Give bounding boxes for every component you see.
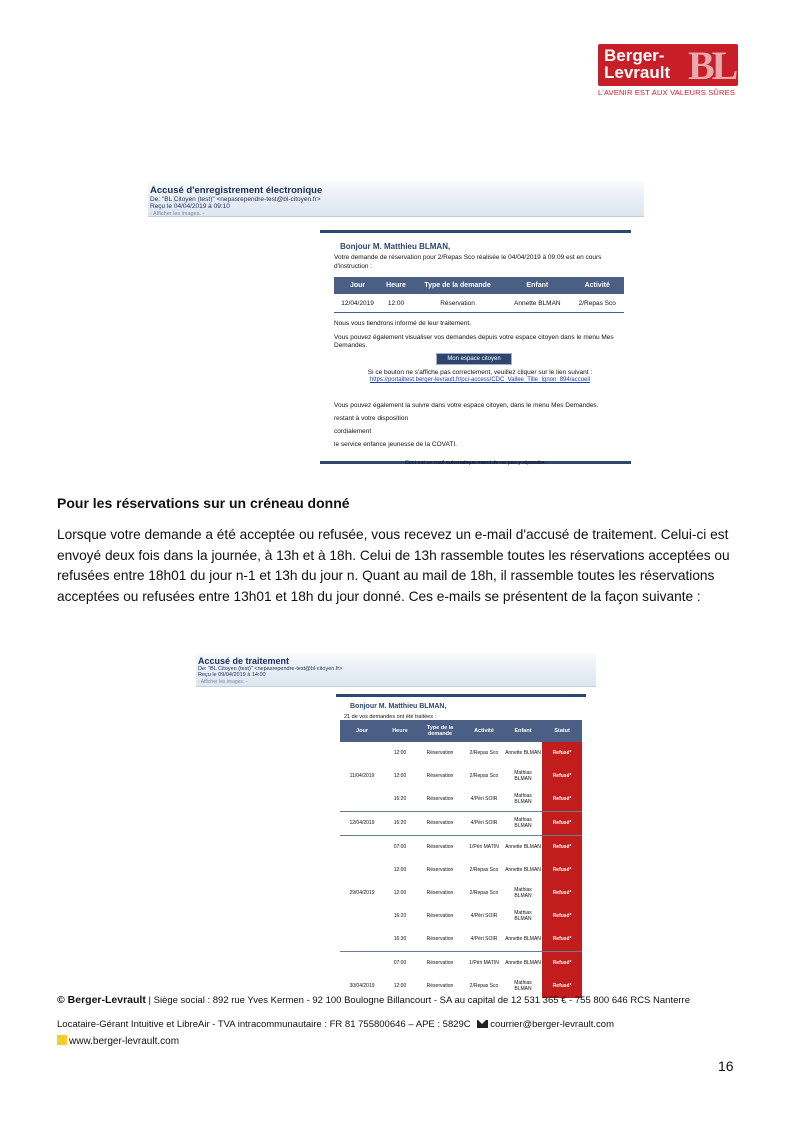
table-cell: 4/Péri SOIR (464, 812, 504, 836)
column-header: Enfant (504, 277, 570, 294)
automatic-mail-notice: Ceci est un mail automatique merci de ne pas y répondre. (405, 460, 546, 466)
intro-text: Votre demande de réservation pour 2/Repas Sco réalisée le 04/04/2019 à 09:09 est en cours d'instruction : (334, 254, 602, 270)
table-row (334, 294, 624, 313)
email-subject: Accusé de traitement (198, 656, 290, 666)
status-badge: Refusé* (542, 975, 582, 998)
info-text-1: Nous vous tiendrons informé de leur traitement. (334, 320, 471, 327)
processed-count: 21 de vos demandes ont été traitées : (344, 714, 437, 720)
table-cell (340, 836, 384, 860)
footer-address: | Siège social : 892 rue Yves Kermen - 92 100 Boulogne Billancourt - SA au capital de 12 531 365 € - 755 800 646 RCS Nanterre (145, 995, 690, 1006)
table-row (340, 952, 582, 976)
table-cell: 16:20 (384, 812, 416, 836)
table-row (340, 928, 582, 952)
table-cell: Mathias BLMAN (514, 980, 532, 992)
fallback-text: Si ce bouton ne s'affiche pas correctement, veuillez cliquer sur le lien suivant : (367, 369, 593, 376)
column-header: Enfant (504, 720, 542, 742)
table-cell: Mathias BLMAN (514, 887, 532, 899)
table-cell (340, 952, 384, 976)
table-row (340, 905, 582, 928)
table-cell: 12/04/2019 (340, 812, 384, 836)
status-badge: Refusé* (542, 742, 582, 765)
table-cell: Mathias BLMAN (504, 812, 542, 836)
table-cell: Réservation (426, 772, 454, 779)
footer-legal: Locataire-Gérant Intuitive et LibreAir - TVA intracommunautaire : FR 81 755800646 – APE : 5829C (57, 1019, 471, 1030)
table-cell: Annette BLMAN (504, 952, 542, 976)
table-cell: Réservation (426, 749, 454, 756)
table-cell: Réservation (426, 866, 454, 873)
logo-mark: BL (688, 43, 736, 88)
table-cell: Réservation (411, 294, 504, 313)
table-row (340, 765, 582, 788)
column-header: Jour (340, 720, 384, 742)
column-header: Activité (464, 720, 504, 742)
table-cell: Réservation (426, 935, 454, 942)
table-cell: 4/Péri SOIR (470, 795, 498, 802)
table-cell (340, 905, 384, 928)
table-cell (340, 788, 384, 812)
column-header: Statut (542, 720, 582, 742)
table-cell: 29/04/2019 (349, 889, 375, 896)
table-cell: 07:00 (384, 952, 416, 976)
table-cell: Réservation (426, 982, 454, 989)
table-cell: 07:00 (384, 836, 416, 860)
info-text-2: Vous pouvez également visualiser vos demandes depuis votre espace citoyen dans le menu Mes Demandes. (334, 334, 614, 349)
email-from: De: "BL Citoyen (test)" <nepasrependre-test@bl-citoyen.fr> (198, 666, 343, 672)
table-cell: 30/04/2019 (349, 982, 375, 989)
table-row (340, 788, 582, 812)
email-header (196, 654, 596, 687)
logo-tagline: L'AVENIR EST AUX VALEURS SÛRES (598, 88, 736, 97)
email-screenshot-registration (148, 182, 644, 468)
greeting: Bonjour M. Matthieu BLMAN, (340, 242, 451, 251)
table-cell: 1/Péri MATIN (464, 836, 504, 860)
signature: le service enfance jeunesse de la COVATI. (334, 441, 457, 448)
table-row (340, 859, 582, 882)
status-badge: Refusé* (542, 788, 582, 812)
table-cell: Mathias BLMAN (514, 910, 532, 922)
column-header: Type de la demande (411, 277, 504, 294)
table-cell: 2/Repas Sco (570, 294, 624, 313)
processed-table (340, 720, 582, 998)
table-cell: 4/Péri SOIR (470, 935, 498, 942)
table-cell: 12/04/2019 (334, 294, 381, 313)
table-cell: 1/Péri MATIN (464, 952, 504, 976)
table-cell: Réservation (416, 812, 464, 836)
email-from: De: "BL Citoyen (test)" <nepasrependre-test@bl-citoyen.fr> (150, 196, 321, 203)
table-cell (340, 859, 384, 882)
request-table (334, 277, 624, 313)
logo-name (604, 47, 670, 81)
email-received: Reçu le 04/04/2019 à 09:10 (150, 203, 230, 210)
email-received: Reçu le 09/04/2019 à 14:00 (198, 672, 266, 678)
table-cell: 2/Repas Sco (469, 866, 499, 873)
show-images-link[interactable]: - Afficher les images. - (198, 679, 248, 685)
footer-email[interactable]: courrier@berger-levrault.com (490, 1019, 614, 1030)
status-badge: Refusé* (542, 928, 582, 952)
table-cell: Annette BLMAN (504, 836, 542, 860)
table-cell: 2/Repas Sco (469, 982, 499, 989)
greeting: Bonjour M. Matthieu BLMAN, (350, 703, 447, 710)
table-row (340, 836, 582, 860)
footer-line-3 (57, 1035, 179, 1047)
email-screenshot-processing (196, 654, 596, 992)
table-cell: 12:00 (381, 294, 411, 313)
table-row (340, 742, 582, 765)
footer-line-1 (57, 994, 690, 1006)
table-cell: Mathias BLMAN (514, 793, 532, 805)
section-paragraph: Lorsque votre demande a été acceptée ou refusée, vous recevez un e-mail d'accusé de traitement. Celui-ci est envoyé deux fois dans la journée, à 13h et à 18h. Celui de 13h rassemble toutes les réservations acceptées ou refusées entre 18h01 du jour n-1 et 13h du jour n. Quant au mail de 18h, il rassemble toutes les réservations acceptées ou refusées entre 13h01 et 18h du jour donné. Ces e-mails se présentent de la façon suivante : (57, 527, 730, 604)
table-cell: 12:00 (393, 749, 407, 756)
status-badge: Refusé* (542, 765, 582, 788)
table-cell: 12:00 (393, 982, 407, 989)
footer-copyright: © Berger-Levrault (57, 994, 146, 1006)
table-cell: 12:00 (393, 772, 407, 779)
column-header: Type de la demande (416, 720, 464, 742)
table-cell: Réservation (426, 912, 454, 919)
status-badge: Refusé* (542, 859, 582, 882)
table-cell: 2/Repas Sco (469, 749, 499, 756)
footer-line-2 (57, 1019, 614, 1030)
status-badge: Refusé* (542, 882, 582, 905)
logo-line1: Berger- (604, 46, 665, 65)
table-cell: 2/Repas Sco (469, 889, 499, 896)
table-cell (340, 928, 384, 952)
email-body-card (336, 694, 586, 992)
table-cell: Annette BLMAN (505, 749, 541, 756)
table-cell: Réservation (426, 889, 454, 896)
table-cell: 16:20 (393, 795, 407, 802)
closing-text-2: cordialement (334, 428, 372, 435)
table-cell: Annette BLMAN (505, 935, 541, 942)
status-badge: Refusé* (542, 952, 582, 976)
table-cell: Mathias BLMAN (514, 770, 532, 782)
table-cell: 12:00 (393, 866, 407, 873)
status-badge: Refusé* (542, 836, 582, 860)
section-heading: Pour les réservations sur un créneau donné (57, 495, 350, 511)
table-cell: Réservation (426, 795, 454, 802)
closing-text-1: restant à votre disposition (334, 415, 409, 422)
berger-levrault-logo (598, 44, 738, 100)
table-cell: Réservation (416, 952, 464, 976)
logo-line2: Levrault (604, 63, 671, 82)
column-header: Heure (384, 720, 416, 742)
table-row (340, 882, 582, 905)
citizen-space-button[interactable]: Mon espace citoyen (437, 354, 511, 364)
page-number: 16 (718, 1058, 734, 1074)
status-badge: Refusé* (542, 812, 582, 836)
table-cell: 16:20 (393, 912, 407, 919)
table-cell: Annette BLMAN (504, 294, 570, 313)
info-text-3: Vous pouvez également la suivre dans votre espace citoyen, dans le menu Mes Demandes. (334, 402, 599, 409)
table-cell: Annette BLMAN (505, 866, 541, 873)
table-cell: 4/Péri SOIR (470, 912, 498, 919)
table-cell: 12:00 (393, 889, 407, 896)
portal-link[interactable]: https://portailtest.berger-levrault.fr/pci-access/CDC_Vallee_Tille_Ignon_894/accueil (369, 377, 591, 383)
table-cell: 16:30 (393, 935, 407, 942)
table-cell (340, 742, 384, 765)
column-header: Jour (334, 277, 381, 294)
email-body-card (320, 230, 631, 464)
column-header: Heure (381, 277, 411, 294)
show-images-link[interactable]: - Afficher les images. - (150, 211, 205, 217)
table-cell: Réservation (416, 836, 464, 860)
column-header: Activité (570, 277, 624, 294)
table-row (340, 812, 582, 836)
status-badge: Refusé* (542, 905, 582, 928)
email-header (148, 182, 644, 217)
envelope-icon (477, 1020, 488, 1028)
footer-website[interactable]: www.berger-levrault.com (69, 1036, 180, 1047)
table-cell: 2/Repas Sco (469, 772, 499, 779)
table-cell: 11/04/2019 (349, 772, 375, 779)
yellow-square-icon (57, 1035, 67, 1045)
email-subject: Accusé d'enregistrement électronique (150, 185, 323, 196)
